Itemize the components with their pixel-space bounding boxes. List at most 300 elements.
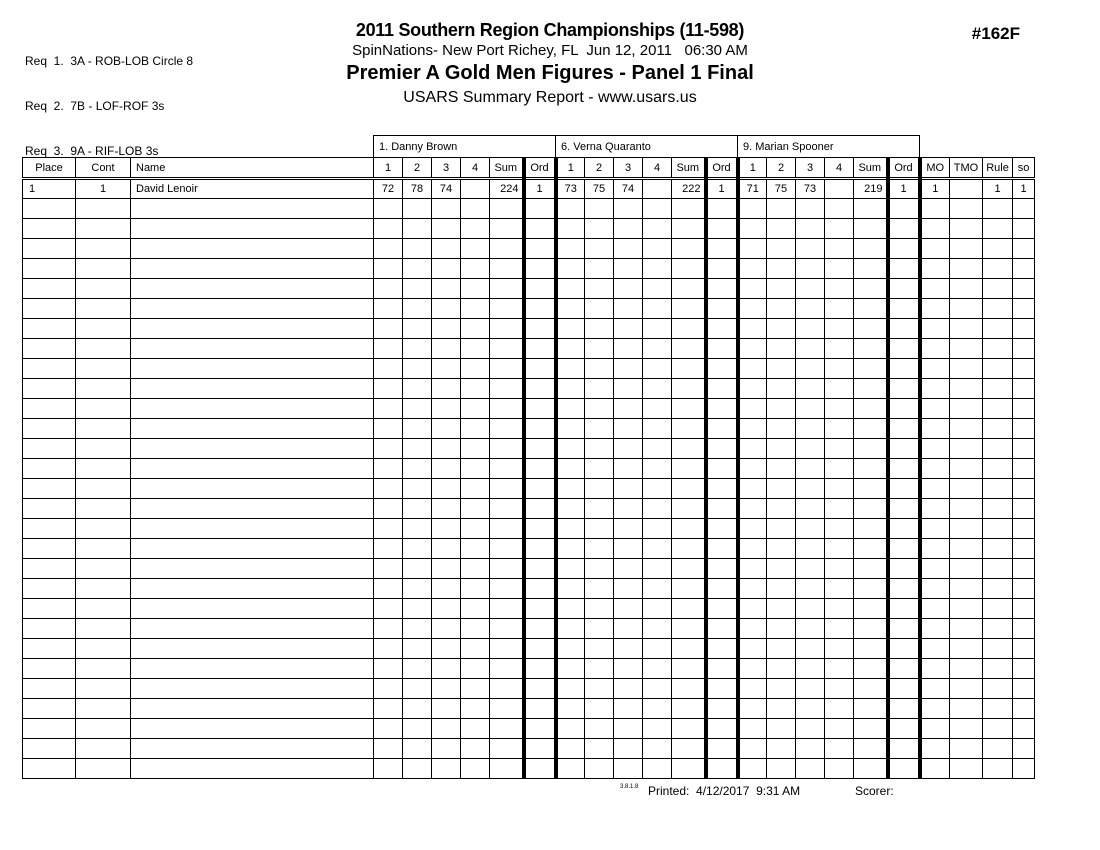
score-cell	[767, 739, 796, 759]
score-cell	[796, 599, 825, 619]
ord-cell	[524, 459, 556, 479]
so-cell: 1	[1013, 179, 1035, 199]
score-cell	[403, 499, 432, 519]
ord-cell	[888, 419, 920, 439]
score-cell	[614, 599, 643, 619]
column-header-judge1-sum: Sum	[490, 158, 524, 179]
score-cell	[614, 339, 643, 359]
sum-cell	[672, 339, 706, 359]
score-cell	[403, 519, 432, 539]
score-cell	[374, 659, 403, 679]
score-cell	[767, 539, 796, 559]
name-cell	[131, 699, 374, 719]
mo-cell	[920, 319, 950, 339]
empty-row	[23, 339, 1035, 359]
mo-cell	[920, 699, 950, 719]
score-cell	[461, 299, 490, 319]
score-cell	[614, 219, 643, 239]
score-cell	[432, 399, 461, 419]
score-cell	[825, 239, 854, 259]
sum-cell	[672, 719, 706, 739]
score-cell	[738, 359, 767, 379]
rule-cell	[983, 199, 1013, 219]
rule-cell	[983, 299, 1013, 319]
ord-cell	[888, 519, 920, 539]
score-cell	[614, 259, 643, 279]
tmo-cell	[950, 459, 983, 479]
so-cell	[1013, 319, 1035, 339]
sum-cell	[490, 379, 524, 399]
tmo-cell	[950, 179, 983, 199]
score-cell	[767, 239, 796, 259]
score-cell: 73	[556, 179, 585, 199]
ord-cell	[888, 199, 920, 219]
score-cell	[614, 659, 643, 679]
sum-cell	[854, 199, 888, 219]
place-cell: 1	[23, 179, 76, 199]
tmo-cell	[950, 519, 983, 539]
so-cell	[1013, 599, 1035, 619]
mo-cell	[920, 439, 950, 459]
score-cell	[738, 759, 767, 779]
sum-cell	[672, 379, 706, 399]
results-table	[22, 135, 1035, 779]
score-cell	[585, 699, 614, 719]
score-cell	[643, 619, 672, 639]
score-cell	[643, 199, 672, 219]
name-cell	[131, 299, 374, 319]
score-cell	[585, 439, 614, 459]
so-cell	[1013, 379, 1035, 399]
column-header-name: Name	[131, 158, 374, 179]
ord-cell	[888, 439, 920, 459]
empty-row	[23, 239, 1035, 259]
ord-cell	[706, 399, 738, 419]
column-header-judge2-3: 3	[614, 158, 643, 179]
score-cell	[432, 759, 461, 779]
score-cell: 71	[738, 179, 767, 199]
sum-cell	[490, 499, 524, 519]
place-cell	[23, 399, 76, 419]
place-cell	[23, 679, 76, 699]
score-cell	[825, 499, 854, 519]
sum-cell: 224	[490, 179, 524, 199]
score-cell	[374, 579, 403, 599]
score-cell	[585, 479, 614, 499]
score-cell	[374, 539, 403, 559]
score-cell	[738, 239, 767, 259]
ord-cell	[524, 479, 556, 499]
place-cell	[23, 699, 76, 719]
column-header-judge1-1: 1	[374, 158, 403, 179]
score-cell	[614, 579, 643, 599]
score-cell	[825, 679, 854, 699]
rule-cell	[983, 639, 1013, 659]
score-cell	[432, 219, 461, 239]
ord-cell	[706, 739, 738, 759]
score-cell	[643, 299, 672, 319]
score-cell: 72	[374, 179, 403, 199]
mo-cell	[920, 419, 950, 439]
score-cell	[403, 739, 432, 759]
event-title: Premier A Gold Men Figures - Panel 1 Final	[346, 62, 754, 84]
sum-cell: 219	[854, 179, 888, 199]
cont-cell	[76, 739, 131, 759]
score-cell	[374, 279, 403, 299]
ord-cell	[706, 379, 738, 399]
ord-cell	[706, 239, 738, 259]
score-cell	[374, 719, 403, 739]
sum-cell	[490, 699, 524, 719]
empty-row	[23, 479, 1035, 499]
score-cell	[374, 459, 403, 479]
name-cell	[131, 379, 374, 399]
score-cell: 75	[767, 179, 796, 199]
name-cell	[131, 659, 374, 679]
name-cell	[131, 319, 374, 339]
score-cell	[643, 519, 672, 539]
score-cell	[738, 639, 767, 659]
ord-cell	[706, 259, 738, 279]
sum-cell	[854, 519, 888, 539]
rule-cell	[983, 479, 1013, 499]
rule-cell	[983, 319, 1013, 339]
column-header-so: so	[1013, 158, 1035, 179]
score-cell	[738, 479, 767, 499]
name-cell	[131, 519, 374, 539]
sum-cell	[490, 599, 524, 619]
report-header	[0, 20, 1100, 107]
score-cell	[432, 439, 461, 459]
requirement-line-1: Req 1. 3A - ROB-LOB Circle 8	[25, 54, 194, 68]
ord-cell	[706, 419, 738, 439]
sum-cell	[672, 259, 706, 279]
score-cell	[461, 199, 490, 219]
score-cell	[403, 479, 432, 499]
name-cell	[131, 719, 374, 739]
tmo-cell	[950, 539, 983, 559]
ord-cell	[888, 279, 920, 299]
rule-cell	[983, 379, 1013, 399]
sum-cell	[490, 239, 524, 259]
score-cell	[738, 439, 767, 459]
ord-cell	[524, 439, 556, 459]
score-cell	[643, 359, 672, 379]
sum-cell	[672, 699, 706, 719]
score-cell	[461, 559, 490, 579]
score-cell: 78	[403, 179, 432, 199]
place-cell	[23, 319, 76, 339]
sum-cell	[672, 759, 706, 779]
ord-cell	[706, 599, 738, 619]
sum-cell	[490, 339, 524, 359]
name-cell: David Lenoir	[131, 179, 374, 199]
score-cell	[643, 219, 672, 239]
sum-cell	[672, 299, 706, 319]
score-cell	[738, 259, 767, 279]
score-cell	[374, 339, 403, 359]
score-cell	[825, 739, 854, 759]
score-cell	[738, 199, 767, 219]
score-cell	[461, 539, 490, 559]
score-cell	[556, 479, 585, 499]
name-cell	[131, 619, 374, 639]
ord-cell	[524, 299, 556, 319]
score-cell: 75	[585, 179, 614, 199]
tmo-cell	[950, 339, 983, 359]
rule-cell	[983, 399, 1013, 419]
score-cell	[796, 419, 825, 439]
sum-cell	[672, 399, 706, 419]
printed-timestamp: Printed: 4/12/2017 9:31 AM	[648, 784, 801, 798]
sum-cell	[854, 459, 888, 479]
score-cell	[643, 259, 672, 279]
name-cell	[131, 279, 374, 299]
score-cell	[796, 319, 825, 339]
tmo-cell	[950, 499, 983, 519]
score-cell	[403, 439, 432, 459]
tmo-cell	[950, 599, 983, 619]
so-cell	[1013, 219, 1035, 239]
sum-cell	[490, 439, 524, 459]
sum-cell	[854, 359, 888, 379]
score-cell	[767, 379, 796, 399]
so-cell	[1013, 759, 1035, 779]
score-cell	[585, 679, 614, 699]
score-cell	[556, 399, 585, 419]
score-cell	[432, 579, 461, 599]
cont-cell	[76, 259, 131, 279]
sum-cell	[490, 659, 524, 679]
score-cell	[403, 399, 432, 419]
sum-cell	[672, 319, 706, 339]
sum-cell	[854, 579, 888, 599]
sum-cell	[854, 659, 888, 679]
score-cell	[796, 639, 825, 659]
score-cell	[403, 719, 432, 739]
name-cell	[131, 499, 374, 519]
score-cell	[585, 559, 614, 579]
so-cell	[1013, 439, 1035, 459]
score-cell	[767, 519, 796, 539]
name-cell	[131, 439, 374, 459]
score-cell	[767, 559, 796, 579]
score-cell	[403, 239, 432, 259]
tmo-cell	[950, 319, 983, 339]
score-cell	[614, 319, 643, 339]
so-cell	[1013, 339, 1035, 359]
score-cell	[556, 519, 585, 539]
score-cell	[738, 619, 767, 639]
ord-cell	[524, 719, 556, 739]
score-cell	[825, 339, 854, 359]
sum-cell	[490, 719, 524, 739]
cont-cell	[76, 279, 131, 299]
score-cell	[461, 319, 490, 339]
cont-cell	[76, 539, 131, 559]
score-cell	[738, 339, 767, 359]
score-cell	[767, 219, 796, 239]
ord-cell	[706, 759, 738, 779]
sum-cell	[490, 459, 524, 479]
score-cell	[614, 559, 643, 579]
empty-row	[23, 539, 1035, 559]
score-cell	[643, 639, 672, 659]
score-cell	[374, 639, 403, 659]
so-cell	[1013, 259, 1035, 279]
cont-cell	[76, 579, 131, 599]
rule-cell: 1	[983, 179, 1013, 199]
column-header-judge1-2: 2	[403, 158, 432, 179]
ord-cell	[888, 399, 920, 419]
score-cell	[403, 279, 432, 299]
place-cell	[23, 299, 76, 319]
cont-cell: 1	[76, 179, 131, 199]
ord-cell	[524, 379, 556, 399]
score-cell	[643, 499, 672, 519]
score-cell	[403, 259, 432, 279]
name-cell	[131, 459, 374, 479]
score-cell	[585, 639, 614, 659]
place-cell	[23, 199, 76, 219]
score-cell	[767, 619, 796, 639]
empty-row	[23, 719, 1035, 739]
rule-cell	[983, 259, 1013, 279]
sum-cell	[490, 679, 524, 699]
empty-row	[23, 439, 1035, 459]
score-cell	[374, 619, 403, 639]
rule-cell	[983, 719, 1013, 739]
sum-cell	[854, 399, 888, 419]
tmo-cell	[950, 479, 983, 499]
sum-cell	[672, 659, 706, 679]
rule-cell	[983, 679, 1013, 699]
tmo-cell	[950, 579, 983, 599]
score-cell	[403, 299, 432, 319]
mo-cell	[920, 259, 950, 279]
score-cell	[643, 699, 672, 719]
score-cell	[643, 399, 672, 419]
name-cell	[131, 199, 374, 219]
so-cell	[1013, 639, 1035, 659]
empty-row	[23, 499, 1035, 519]
score-cell	[614, 419, 643, 439]
tmo-cell	[950, 399, 983, 419]
sum-cell	[490, 619, 524, 639]
sum-cell	[854, 279, 888, 299]
score-cell	[796, 459, 825, 479]
score-cell	[461, 239, 490, 259]
rule-cell	[983, 619, 1013, 639]
cont-cell	[76, 439, 131, 459]
score-cell	[461, 339, 490, 359]
score-cell	[614, 699, 643, 719]
score-cell	[556, 559, 585, 579]
ord-cell: 1	[706, 179, 738, 199]
score-cell	[825, 179, 854, 199]
score-cell	[796, 479, 825, 499]
ord-cell	[524, 279, 556, 299]
ord-cell	[524, 599, 556, 619]
score-cell	[767, 199, 796, 219]
score-cell	[461, 439, 490, 459]
ord-cell	[706, 579, 738, 599]
score-cell	[556, 699, 585, 719]
rule-cell	[983, 279, 1013, 299]
score-cell	[796, 719, 825, 739]
ord-cell	[706, 679, 738, 699]
cont-cell	[76, 239, 131, 259]
score-cell	[767, 719, 796, 739]
so-cell	[1013, 619, 1035, 639]
score-cell	[643, 339, 672, 359]
tmo-cell	[950, 619, 983, 639]
score-cell	[643, 739, 672, 759]
sum-cell	[672, 579, 706, 599]
score-cell	[556, 659, 585, 679]
result-row	[23, 179, 1035, 199]
ord-cell	[524, 739, 556, 759]
score-cell	[643, 719, 672, 739]
sum-cell	[672, 739, 706, 759]
score-cell	[585, 599, 614, 619]
place-cell	[23, 459, 76, 479]
score-cell	[825, 379, 854, 399]
score-cell	[825, 719, 854, 739]
sum-cell	[672, 239, 706, 259]
score-cell	[796, 619, 825, 639]
rule-cell	[983, 559, 1013, 579]
empty-row	[23, 259, 1035, 279]
score-cell	[796, 379, 825, 399]
tmo-cell	[950, 699, 983, 719]
ord-cell	[706, 299, 738, 319]
sum-cell	[854, 679, 888, 699]
mo-cell	[920, 619, 950, 639]
score-cell	[585, 399, 614, 419]
place-cell	[23, 659, 76, 679]
sum-cell	[854, 719, 888, 739]
score-cell	[556, 379, 585, 399]
score-cell	[643, 239, 672, 259]
sum-cell	[672, 599, 706, 619]
sum-cell	[490, 519, 524, 539]
empty-row	[23, 679, 1035, 699]
score-cell	[403, 219, 432, 239]
tmo-cell	[950, 719, 983, 739]
score-cell	[825, 699, 854, 719]
sum-cell	[854, 439, 888, 459]
venue-date-line: SpinNations- New Port Richey, FL Jun 12, 2011 06:30 AM	[352, 42, 748, 59]
score-cell	[796, 759, 825, 779]
score-cell	[738, 579, 767, 599]
score-cell	[825, 659, 854, 679]
ord-cell	[524, 219, 556, 239]
so-cell	[1013, 539, 1035, 559]
column-header-judge2-1: 1	[556, 158, 585, 179]
mo-cell	[920, 659, 950, 679]
sum-cell	[672, 679, 706, 699]
score-cell	[614, 719, 643, 739]
score-cell	[767, 679, 796, 699]
empty-row	[23, 579, 1035, 599]
score-cell	[556, 759, 585, 779]
tmo-cell	[950, 419, 983, 439]
tmo-cell	[950, 379, 983, 399]
sum-cell	[672, 499, 706, 519]
score-cell	[403, 319, 432, 339]
cont-cell	[76, 319, 131, 339]
